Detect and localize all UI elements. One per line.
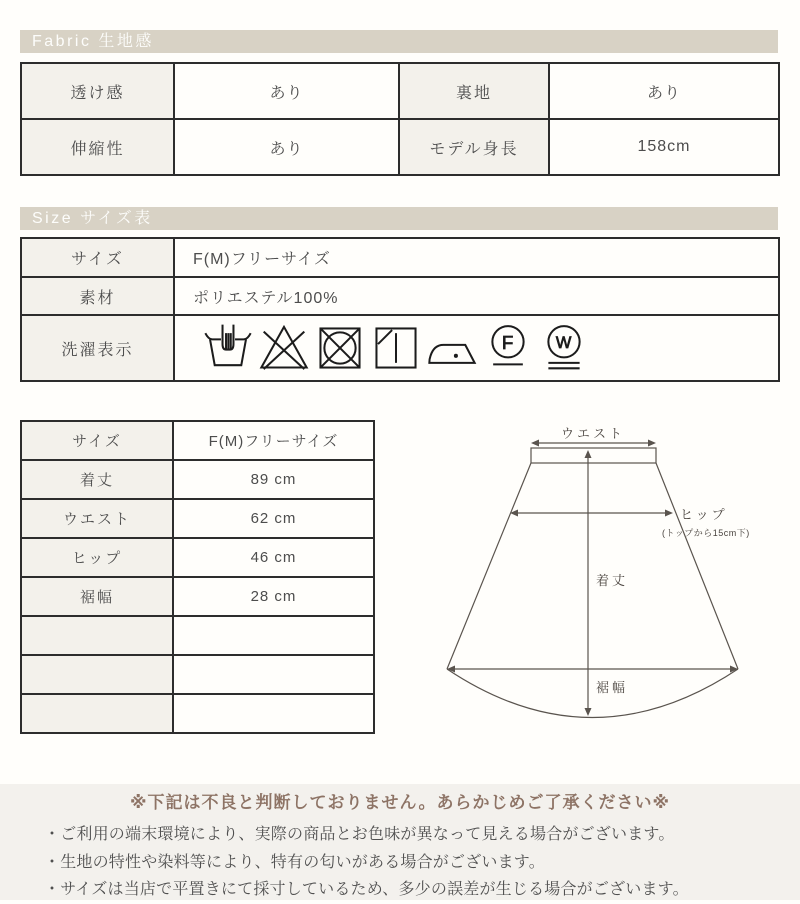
fabric-section-header: Fabric 生地感 [20, 30, 778, 53]
hand-wash-icon [203, 321, 253, 375]
table-row [21, 421, 374, 460]
measure-label-empty [21, 694, 173, 733]
table-row-empty [21, 616, 374, 655]
measure-value-empty [173, 694, 374, 733]
diagram-hip-label: ヒップ [680, 507, 728, 522]
iron-low-heat-icon [427, 321, 477, 375]
drip-dry-in-shade-icon [371, 321, 421, 375]
measure-value-hem: 28 cm [173, 577, 374, 616]
fabric-label-stretch: 伸縮性 [21, 119, 174, 175]
fabric-value-model-height: 158cm [549, 119, 779, 175]
size-value: F(M)フリーサイズ [174, 238, 779, 277]
table-row [21, 277, 779, 315]
disclaimer-section [0, 784, 800, 900]
table-row [21, 499, 374, 538]
diagram-hip-note: (トップから15cm下) [662, 528, 750, 538]
table-row [21, 460, 374, 499]
measure-label-hip: ヒップ [21, 538, 173, 577]
measure-value-empty [173, 616, 374, 655]
diagram-waist-label: ウエスト [560, 426, 626, 441]
care-symbols-cell [174, 315, 779, 381]
measure-label-hem: 裾幅 [21, 577, 173, 616]
material-label: 素材 [21, 277, 174, 315]
measure-label-waist: ウエスト [21, 499, 173, 538]
table-row-empty [21, 655, 374, 694]
measure-label-size: サイズ [21, 421, 173, 460]
svg-text:F: F [501, 331, 515, 353]
diagram-hem-label: 裾幅 [596, 680, 629, 695]
measure-value-empty [173, 655, 374, 694]
fabric-value-lining: あり [549, 63, 779, 119]
care-symbols-row [193, 321, 778, 375]
measure-value-hip: 46 cm [173, 538, 374, 577]
fabric-label-lining: 裏地 [399, 63, 549, 119]
disclaimer-item: ・生地の特性や染料等により、特有の匂いがある場合がございます。 [44, 853, 545, 871]
measure-value-waist: 62 cm [173, 499, 374, 538]
table-row [21, 63, 779, 119]
table-row [21, 119, 779, 175]
size-spec-table [20, 237, 780, 382]
fabric-value-stretch: あり [174, 119, 399, 175]
disclaimer-list [0, 821, 800, 904]
fabric-value-sheerness: あり [174, 63, 399, 119]
measure-value-size: F(M)フリーサイズ [173, 421, 374, 460]
material-value: ポリエステル100% [174, 277, 779, 315]
disclaimer-item: ・サイズは当店で平置きにて採寸しているため、多少の誤差が生じる場合がございます。 [44, 881, 689, 898]
table-row [21, 538, 374, 577]
table-row [21, 315, 779, 381]
fabric-spec-table [20, 62, 780, 176]
measure-label-length: 着丈 [21, 460, 173, 499]
disclaimer-item: ・ご利用の端末環境により、実際の商品とお色味が異なって見える場合がございます。 [44, 826, 675, 843]
svg-text:W: W [555, 334, 573, 352]
do-not-tumble-dry-icon [315, 321, 365, 375]
fabric-label-model-height: モデル身長 [399, 119, 549, 175]
care-label: 洗濯表示 [21, 315, 174, 381]
skirt-measurement-diagram [420, 415, 795, 735]
measure-label-empty [21, 655, 173, 694]
measure-label-empty [21, 616, 173, 655]
measure-value-length: 89 cm [173, 460, 374, 499]
table-row [21, 577, 374, 616]
size-section-header: Size サイズ表 [20, 207, 778, 230]
size-label: サイズ [21, 238, 174, 277]
fabric-label-sheerness: 透け感 [21, 63, 174, 119]
diagram-length-label: 着丈 [596, 573, 629, 588]
disclaimer-heading: ※下記は不良と判断しておりません。あらかじめご了承ください※ [129, 793, 671, 812]
measurements-table [20, 420, 375, 734]
do-not-bleach-icon [259, 321, 309, 375]
table-row [21, 238, 779, 277]
table-row-empty [21, 694, 374, 733]
wet-clean-W-icon [539, 321, 589, 375]
dry-clean-F-icon [483, 321, 533, 375]
